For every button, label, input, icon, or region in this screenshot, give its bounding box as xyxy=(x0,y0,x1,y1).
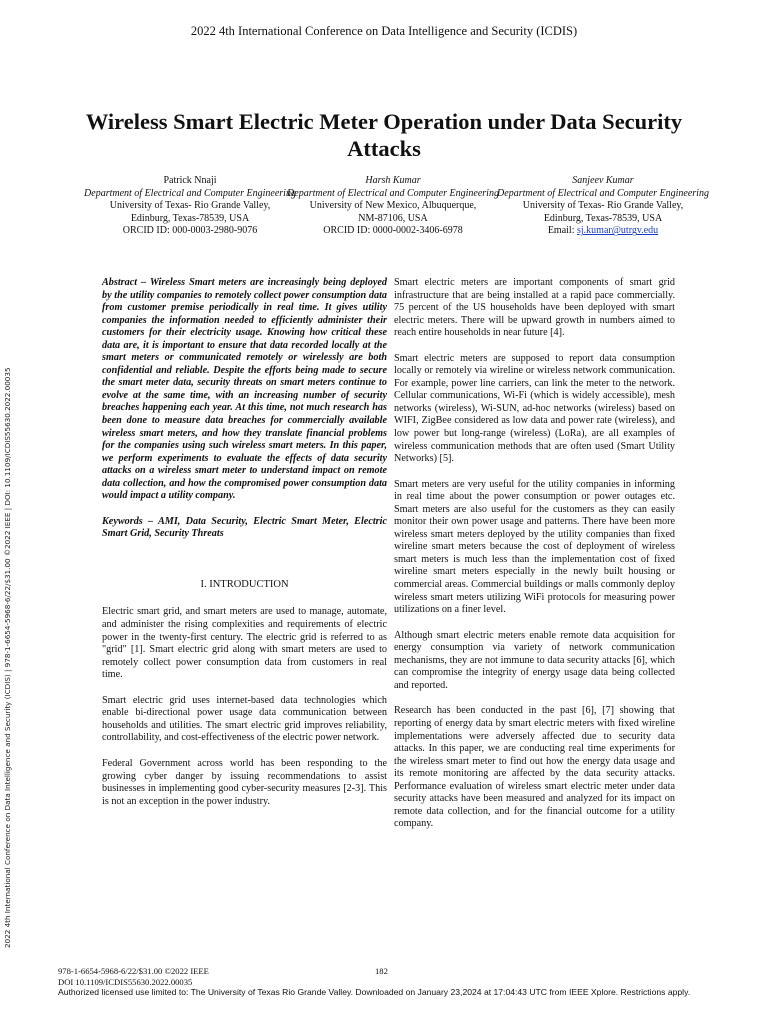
author-name: Harsh Kumar xyxy=(365,175,421,186)
author-affiliation-line: Edinburg, Texas-78539, USA xyxy=(130,212,250,224)
email-label: Email: xyxy=(547,225,575,237)
paragraph: Research has been conducted in the past [6], [7] showing that reporting of energy data by smart electric meters with fixed wireline implementations were adversely affected due to security data attacks. In this paper, we are conducting real time experiments for the wireless smart meter to find out how the energy data usage and its remote monitoring are affected by the data security attacks. Performance evaluation of wireless smart electric meter under data security attacks have been measured and analyzed for its impact on remote data collection, and for the financial outcome for a utility company. xyxy=(394,705,675,830)
author-block-1 xyxy=(80,175,300,238)
footer-doi: DOI 10.1109/ICDIS55630.2022.00035 xyxy=(58,977,193,987)
right-column xyxy=(394,277,675,844)
author-department: Department of Electrical and Computer Engineering xyxy=(84,187,296,199)
footer-isbn: 978-1-6654-5968-6/22/$31.00 ©2022 IEEE xyxy=(58,966,209,976)
footer-identifiers xyxy=(58,966,209,988)
paragraph: Smart electric meters are supposed to report data consumption locally or remotely via wireline or wireless network communication. For example, power line carriers, can link the meter to the network. Cellular communications, Wi-Fi (which is widely accessible), mesh networks (wireless), Wi-SUN, ad-hoc networks (wireless) based on WIFI, ZigBee considered as low data and power rate (wireless), and low power but long-range (wireless) (LoRa), are all examples of wireless communication methods that are often used (Smart Utility Networks) [5]. xyxy=(394,352,675,465)
author-affiliation-line: University of Texas- Rio Grande Valley, xyxy=(522,200,684,212)
author-affiliation-line: University of New Mexico, Albuquerque, xyxy=(309,200,477,212)
author-email-line xyxy=(493,225,713,238)
author-affiliation-line: NM-87106, USA xyxy=(358,212,428,224)
page-number: 182 xyxy=(375,966,388,976)
paragraph: Electric smart grid, and smart meters are used to manage, automate, and administer the rising complexities and requirements of electric power in the twenty-first century. The electric grid is referred to as "grid" [1]. Smart electric grid along with smart meters are used to remotely collect power consumption data from customers in real time. xyxy=(102,606,387,681)
paragraph: Although smart electric meters enable remote data acquisition for energy consumption via variety of network communication mechanisms, they are not immune to data security attacks [6], which can compromise the integrity of energy usage data being collected and reported. xyxy=(394,629,675,691)
side-citation-text: 2022 4th International Conference on Data Intelligence and Security (ICDIS) | 978-1-6654-5968-6/22/$31.00 ©2022 IEEE | DOI: 10.1109/ICDIS55630.2022.00035 xyxy=(3,367,12,948)
left-column xyxy=(102,277,387,821)
paragraph: Smart meters are very useful for the utility companies in informing in real time about the power consumption or power outages etc. Smart meters are also useful for the customers as they can easily monitor their own power usage and patterns. There have been more wireless smart meters deployed by the utility companies than fixed wireline smart meters because the cost of deployment of wireless smart meters is much less than the implementation cost of fixed wireline smart meters especially in the newly built housing or commercial areas. Commercial buildings or malls commonly deploy wireless smart meters utilizing WiFi protocols for measuring power utilizations on a finer level. xyxy=(394,478,675,616)
author-affiliation-line: Edinburg, Texas-78539, USA xyxy=(543,212,663,224)
author-block-2 xyxy=(283,175,503,238)
author-name: Sanjeev Kumar xyxy=(572,175,634,186)
paragraph: Smart electric grid uses internet-based data technologies which enable bi-directional power usage data communication between households and utilities. The smart electric grid improves reliability, controllability, and cost-effectiveness of the electric power network. xyxy=(102,694,387,744)
author-affiliation-line: University of Texas- Rio Grande Valley, xyxy=(109,200,271,212)
author-department: Department of Electrical and Computer Engineering xyxy=(497,187,709,199)
author-orcid: ORCID ID: 0000-0002-3406-6978 xyxy=(323,225,463,237)
author-department: Department of Electrical and Computer Engineering xyxy=(287,187,499,199)
author-block-3 xyxy=(493,175,713,238)
conference-header: 2022 4th International Conference on Data Intelligence and Security (ICDIS) xyxy=(190,24,578,38)
section-heading-introduction: I. INTRODUCTION xyxy=(200,578,289,590)
author-orcid: ORCID ID: 000-0003-2980-9076 xyxy=(122,225,258,237)
author-email-link[interactable]: sj.kumar@utrgv.edu xyxy=(577,225,659,237)
abstract: Abstract – Wireless Smart meters are increasingly being deployed by the utility companies to remotely collect power consumption data from customer premise periodically in real time. It gives utility companies the information needed to efficiently administer their customers for their electricity usage. Knowing how critical these data are, it is important to ensure that data recorded locally at the smart meters or communicated remotely or wirelessly are both confidential and reliable. Despite the efforts being made to secure the smart meter data, security threats on smart meters continue to evolve at the same time, with an increasing number of security breaches happening each year. At this time, not much research has been done to measure data breaches for commercially available wireless smart meters, and how they translate financial problems for the companies using such wireless smart meters. In this paper, we perform experiments to evaluate the effects of data security attacks on a wireless smart meter to understand impact on remote data collection, and how the compromised power consumption data would impact a utility company. xyxy=(102,277,387,502)
license-notice: Authorized licensed use limited to: The University of Texas Rio Grande Valley. Downloaded on January 23,2024 at 17:04:43 UTC from IEEE Xplore. Restrictions apply. xyxy=(58,987,691,997)
paper-title: Wireless Smart Electric Meter Operation under Data Security Attacks xyxy=(85,109,683,161)
author-name: Patrick Nnaji xyxy=(163,175,217,186)
paragraph: Federal Government across world has been responding to the growing cyber danger by issuing recommendations to assist businesses in implementing good cyber-security measures [2-3]. This is not an exception in the power industry. xyxy=(102,757,387,807)
keywords: Keywords – AMI, Data Security, Electric Smart Meter, Electric Smart Grid, Security Threats xyxy=(102,515,387,540)
paragraph: Smart electric meters are important components of smart grid infrastructure that are being installed at a rapid pace commercially. 75 percent of the US households have been deployed with smart electric meters. There will be upward growth in numbers aimed to reach entire households in near future [4]. xyxy=(394,277,675,339)
